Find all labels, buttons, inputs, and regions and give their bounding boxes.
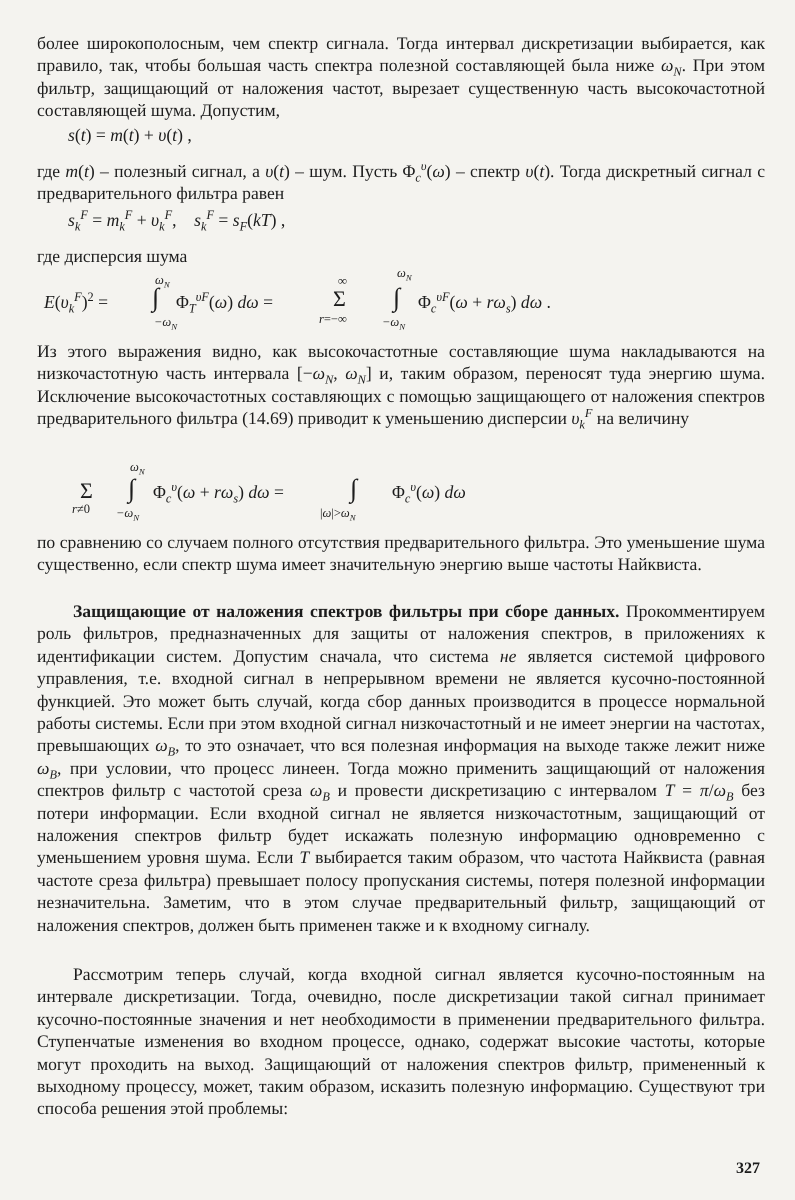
formula-discrete-signal: $s_k^F = m_k^F + \upsilon_k^F$, $s_k^F = s_F(kT)$ , [68, 208, 286, 234]
page-number: 327 [736, 1160, 760, 1177]
book-page: более широкополосным, чем спектр сигнала. Тогда интервал дискретизации выбирается, как правило, так, чтобы большая часть спектра полезной составляющей была ниже $\omega_N$. При этом фильтр, защищающий от наложения частот, вырезает существенную часть высокочастотной составляющей шума. Допустим, s(t) = m(t) + υ(t) , где m(t) – полезный сигнал, а υ(t) – шум. Пусть $\Phi_c^\upsilon(\omega)$ – спектр υ(t). Тогда дискретный сигнал с предварительного фильтра равен $s_k^F = m_k^F + \upsilon_k^F$, $s_k^F = s_F(kT)$ , где дисперсия шума $E(\upsilon_k^F)^2$ = $\omega_N$ ∫ $-\omega_N$ $\Phi_T^{\upsilon F}(\omega) d\omega$ = ∞ Σ r=−∞ $\omega_N$ ∫ $-\omega_N$ $\Phi_c^{\upsilon F}(\omega + r\omega_s)$ dω . Из этого выражения видно, как высокочастотные составляющие шума накладываются на низкочастотную часть интервала [$-\omega_N$, $\omega_N$] и, таким образом, переносят туда энергию шума. Исключение высокочастотных составляющих с помощью защищающего от наложения спектров предварительного фильтра (14.69) приводит к уменьшению дисперсии $\upsilon_k^F$ на величину Σ r≠0 $\omega_N$ ∫ $-\omega_N$ $\Phi_c^\upsilon(\omega + r\omega_s) d\omega$ = ∫ $|\omega|>\omega_N$ $\Phi_c^\upsilon(\omega)$ dω по сравнению со случаем полного отсутствия предварительного фильтра. Это уменьшение шума существенно, если спектр шума имеет значительную энергию выше частоты Найквиста. Защищающие от наложения спектров фильтры при сборе данных. Прокомментируем роль фильтров, предназначенных для защиты от наложения спектров, в приложениях к идентификации систем. Допустим сначала, что система не является системой цифрового управления, т.е. входной сигнал в непрерывном времени не является кусочно-постоянной функцией. Это может быть случай, когда сбор данных производится в процессе нормальной работы системы. Если при этом входной сигнал низкочастотный и не имеет энергии на частотах, превышающих $\omega_B$, то это означает, что вся полезная информация на выходе также лежит ниже $\omega_B$, при условии, что процесс линеен. Тогда можно применить защищающий от наложения спектров фильтр с частотой среза $\omega_B$ и провести дискретизацию с интервалом $T = \pi/\omega_B$ без потери информации. Если входной сигнал не является низкочастотным, защищающий от наложения спектров фильтр будет искажать полезную информацию одновременно с уменьшением уровня шума. Если T выбирается таким образом, что частота Найквиста (равная частоте среза фильтра) превышает полосу пропускания системы, потеря полезной информации незначительна. Заметим, что в этом случае предварительный фильтр, защищающий от наложения спектров, должен быть применен также и к входному сигналу. Рассмотрим теперь случай, когда входной сигнал является кусочно-постоянным на интервале дискретизации. Тогда, очевидно, после дискретизации такой сигнал принимает кусочно-постоянные значения и нет необходимости в применении предварительного фильтра. Ступенчатые изменения во входном процессе, однако, содержат высокие частоты, которые могут проходить на выход. Защищающий от наложения спектров фильтр, примененный к выходному процессу, может, таким образом, исказить полезную информацию. Существуют три способа решения этой проблемы: 327 [37, 33, 766, 1177]
paragraph-2: где m(t) – полезный сигнал, а υ(t) – шум. Пусть $\Phi_c^\upsilon(\omega)$ – спектр υ(t). Тогда дискретный сигнал с предварительного фильтра равен [37, 159, 766, 204]
paragraph-7: Рассмотрим теперь случай, когда входной сигнал является кусочно-постоянным на интервале дискретизации. Тогда, очевидно, после дискретизации такой сигнал принимает кусочно-постоянные значения и нет необходимости в применении предварительного фильтра. Ступенчатые изменения во входном процессе, однако, содержат высокие частоты, которые могут проходить на выход. Защищающий от наложения спектров фильтр, примененный к выходному процессу, может, таким образом, исказить полезную информацию. Существуют три способа решения этой проблемы: [37, 964, 765, 1119]
paragraph-5: по сравнению со случаем полного отсутствия предварительного фильтра. Это уменьшение шума существенно, если спектр шума имеет значительную энергию выше частоты Найквиста. [37, 532, 765, 575]
paragraph-6: Защищающие от наложения спектров фильтры при сборе данных. Прокомментируем роль фильтров, предназначенных для защиты от наложения спектров, в приложениях к идентификации систем. Допустим сначала, что система не является системой цифрового управления, т.е. входной сигнал в непрерывном времени не является кусочно-постоянной функцией. Это может быть случай, когда сбор данных производится в процессе нормальной работы системы. Если при этом входной сигнал низкочастотный и не имеет энергии на частотах, превышающих $\omega_B$, то это означает, что вся полезная информация на выходе также лежит ниже $\omega_B$, при условии, что процесс линеен. Тогда можно применить защищающий от наложения спектров фильтр с частотой среза $\omega_B$ и провести дискретизацию с интервалом $T = \pi/\omega_B$ без потери информации. Если входной сигнал не является низкочастотным, защищающий от наложения спектров фильтр будет искажать полезную информацию одновременно с уменьшением уровня шума. Если T выбирается таким образом, что частота Найквиста (равная частоте среза фильтра) превышает полосу пропускания системы, потеря полезной информации незначительна. Заметим, что в этом случае предварительный фильтр, защищающий от наложения спектров, должен быть применен также и к входному сигналу. [37, 601, 766, 935]
paragraph-4: Из этого выражения видно, как высокочастотные составляющие шума накладываются на низкочастотную часть интервала [$-\omega_N$, $\omega_N$] и, таким образом, переносят туда энергию шума. Исключение высокочастотных составляющих с помощью защищающего от наложения спектров предварительного фильтра (14.69) приводит к уменьшению дисперсии $\upsilon_k^F$ на величину [37, 341, 765, 432]
section-heading: Защищающие от наложения спектров фильтры при сборе данных. [73, 601, 620, 621]
formula-signal-sum: s(t) = m(t) + υ(t) , [68, 125, 192, 145]
paragraph-1: более широкополосным, чем спектр сигнала. Тогда интервал дискретизации выбирается, как правило, так, чтобы большая часть спектра полезной составляющей была ниже $\omega_N$. При этом фильтр, защищающий от наложения частот, вырезает существенную часть высокочастотной составляющей шума. Допустим, [37, 33, 766, 121]
paragraph-3: где дисперсия шума [37, 246, 188, 266]
